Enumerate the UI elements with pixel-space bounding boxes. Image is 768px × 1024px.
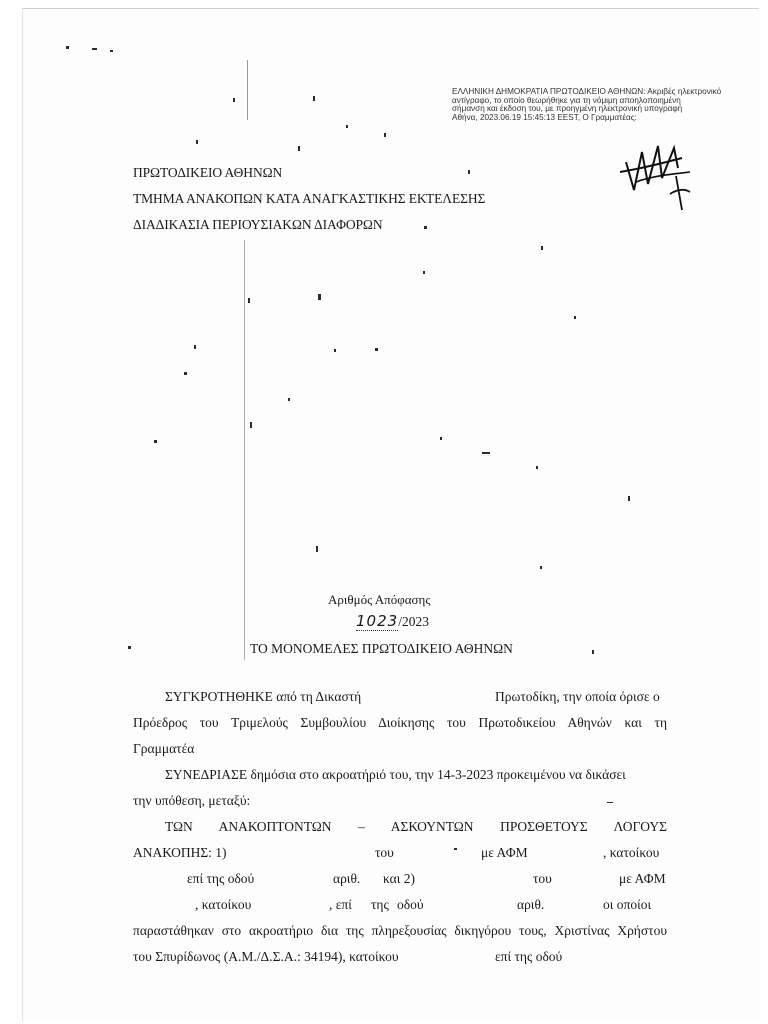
header-court: ΠΡΩΤΟΔΙΚΕΙΟ ΑΘΗΝΩΝ (133, 165, 283, 180)
composition-line-3: Γραμματέα (133, 741, 195, 756)
court-name-heading: ΤΟ ΜΟΝΟΜΕΛΕΣ ΠΡΩΤΟΔΙΚΕΙΟ ΑΘΗΝΩΝ (250, 641, 513, 656)
paragraph-session (133, 762, 667, 814)
parties-text: αριθ. (333, 871, 361, 886)
parties-line-1: ΤΩΝ ΑΝΑΚΟΠΤΟΝΤΩΝ – ΑΣΚΟΥΝΤΩΝ ΠΡΟΣΘΕΤΟΥΣ ΛΟΓΟΥΣ (165, 819, 667, 834)
parties-text: , επί (329, 897, 352, 912)
paragraph-parties (133, 814, 667, 970)
signature-graphic (612, 132, 702, 222)
decision-year: /2023 (398, 614, 429, 629)
parties-text: του Σπυρίδωνος (Α.Μ./Δ.Σ.Α.: 34194), κατοίκου (133, 949, 399, 964)
header-procedure: ΔΙΑΔΙΚΑΣΙΑ ΠΕΡΙΟΥΣΙΑΚΩΝ ΔΙΑΦΟΡΩΝ (133, 217, 383, 232)
parties-text: με ΑΦΜ (481, 845, 528, 860)
parties-text: της (371, 897, 389, 912)
parties-text: αριθ. (517, 897, 545, 912)
parties-text: επί της οδού (187, 871, 255, 886)
decision-number-label: Αριθμός Απόφασης (328, 592, 431, 607)
decision-number (356, 612, 429, 630)
paragraph-composition (133, 684, 667, 762)
parties-text: του (375, 845, 394, 860)
composition-line-2: Πρόεδρος του Τριμελούς Συμβουλίου Διοίκησης του Πρωτοδικείου Αθηνών και τη (133, 715, 667, 730)
composition-text-a: ΣΥΓΚΡΟΤΗΘΗΚΕ από τη Δικαστή (165, 689, 362, 704)
parties-text: του (533, 871, 552, 886)
parties-text: , κατοίκου (195, 897, 252, 912)
parties-text: οδού (397, 897, 424, 912)
stamp-line-4: Αθήνα, 2023.06.19 15:45:13 EEST, Ο Γραμματέας: (452, 112, 637, 122)
parties-text: , κατοίκου (603, 845, 660, 860)
stamp-line-2: αντίγραφο, το οποίο θεωρήθηκε για τη νόμιμη αποηλοποιημένη (452, 95, 681, 105)
parties-text: με ΑΦΜ (619, 871, 666, 886)
court-header (133, 160, 485, 238)
parties-line-5: παραστάθηκαν στο ακροατήριο δια της πληρεξουσίας δικηγόρου τους, Χριστίνας Χρήστου (133, 923, 667, 938)
header-department: ΤΜΗΜΑ ΑΝΑΚΟΠΩΝ ΚΑΤΑ ΑΝΑΓΚΑΣΤΙΚΗΣ ΕΚΤΕΛΕΣΗΣ (133, 191, 486, 206)
stamp-line-1: ΕΛΛΗΝΙΚΗ ΔΗΜΟΚΡΑΤΙΑ ΠΡΩΤΟΔΙΚΕΙΟ ΑΘΗΝΩΝ: Ακριβές ηλεκτρονικό (452, 87, 722, 96)
session-line-1: ΣΥΝΕΔΡΙΑΣΕ δημόσια στο ακροατήριό του, την 14-3-2023 προκειμένου να δικάσει (165, 767, 626, 782)
decision-number-value: 1023 (356, 612, 399, 630)
stamp-line-3: σήμανση και έκδοση του, με προηγμένη ηλεκτρονική υπογραφή (452, 104, 683, 113)
composition-text-b: Πρωτοδίκη, την οποία όρισε ο (495, 689, 660, 704)
electronic-copy-stamp (452, 88, 762, 122)
parties-text: και 2) (383, 871, 416, 886)
parties-text: ΑΝΑΚΟΠΗΣ: 1) (133, 845, 227, 860)
parties-text: επί της οδού (495, 949, 563, 964)
parties-text: οι οποίοι (603, 897, 652, 912)
session-line-2: την υπόθεση, μεταξύ: (133, 793, 251, 808)
